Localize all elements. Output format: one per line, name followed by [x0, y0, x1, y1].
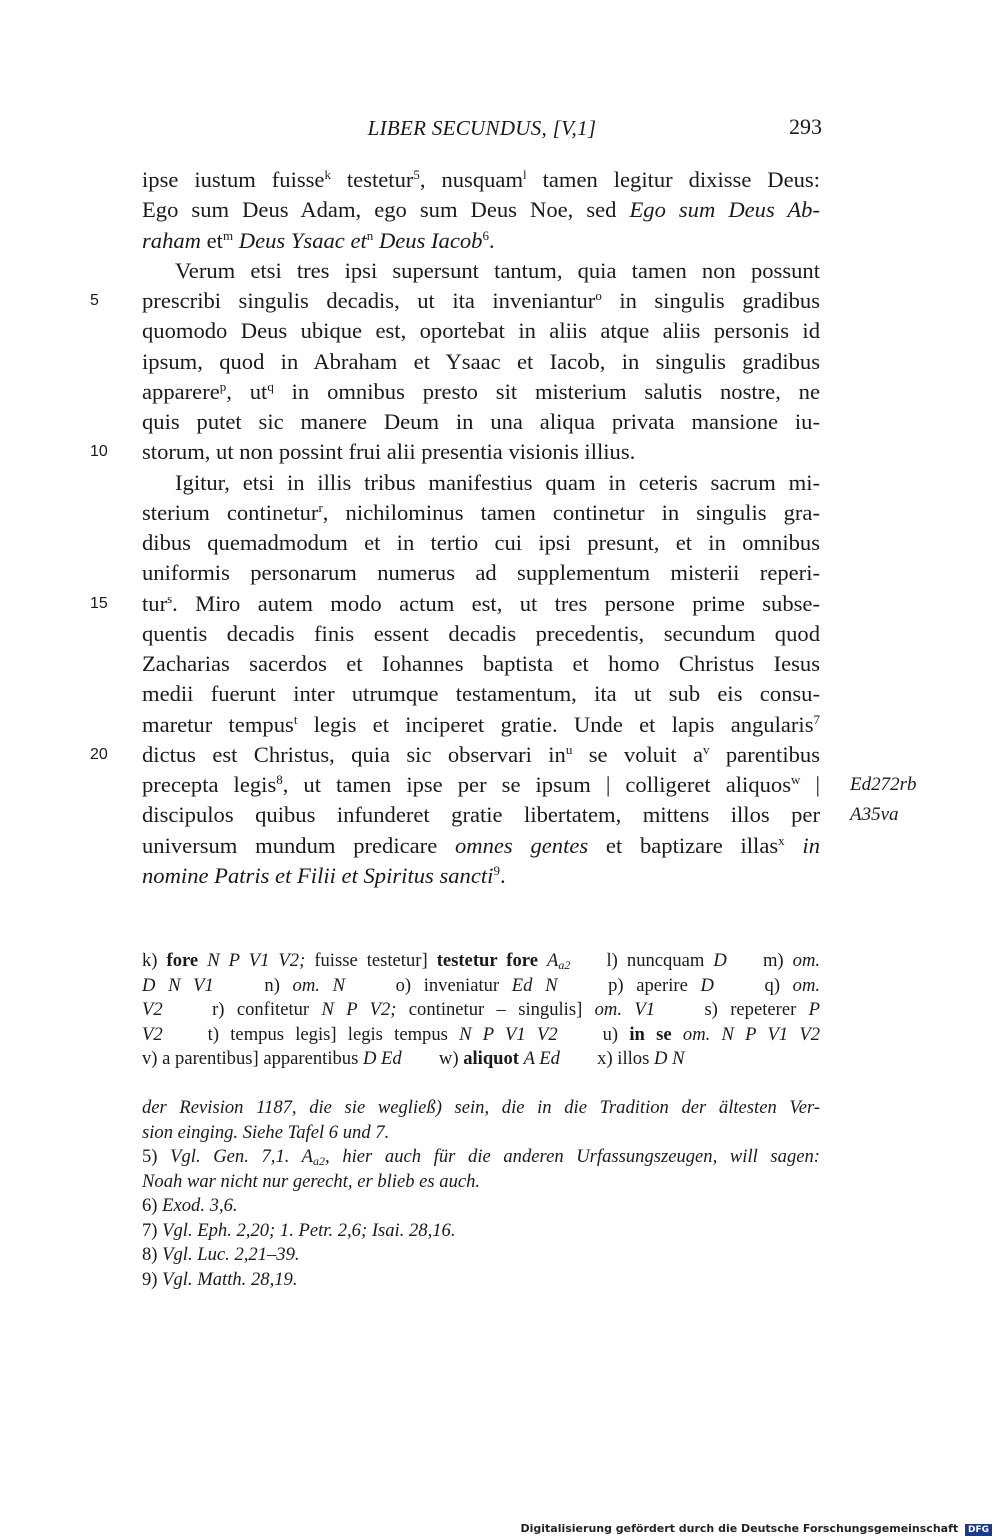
- text-line: raham $et^m$ Deus Ysaac $et^n$ Deus Iacob$^6$.: [142, 227, 495, 253]
- text-line: 5 prescribi singulis decadis, ut ita inveniantur$^o$ in singulis gradibus: [142, 286, 820, 316]
- text-line: ipse iustum fuisse$^k$ testetur$^5$, nusquam$^l$ tamen legitur dixisse Deus:: [142, 167, 820, 192]
- critical-apparatus: [142, 949, 820, 1072]
- line-number: 5: [90, 292, 99, 309]
- running-head: LIBER SECUNDUS, [V,1]: [367, 116, 597, 140]
- text-line: universum mundum predicare omnes gentes et baptizare illas$^x$ in: [142, 832, 820, 858]
- footnote-line: der Revision 1187, die sie wegließ) sein, die in die Tradition der ältesten Ver-: [142, 1097, 820, 1118]
- text-line: sterium continetur$^r$, nichilominus tamen continetur in singulis gra-: [142, 499, 820, 525]
- text-line: 20 dictus est Christus, quia sic observari $in^u$ se voluit $a^v$ parentibus: [142, 740, 820, 770]
- text-line: quomodo Deus ubique est, oportebat in aliis atque aliis personis id: [142, 318, 820, 344]
- footnotes: [142, 1096, 820, 1292]
- footnote-line: 8) Vgl. Luc. 2,21–39.: [142, 1244, 300, 1265]
- text-line: Zacharias sacerdos et Iohannes baptista et homo Christus Iesus: [142, 651, 820, 676]
- text-line: ipsum, quod in Abraham et Ysaac et Iacob, in singulis gradibus: [142, 348, 820, 374]
- apparatus-line: V2 t) tempus legis] legis tempus N P V1 V2 u) in se om. N P V1 V2: [142, 1023, 821, 1045]
- line-number: 15: [90, 594, 108, 612]
- text-line: 10 storum, ut non possint frui alii presentia visionis illius.: [142, 437, 820, 467]
- apparatus-line: V2 r) confitetur N P V2; continetur – singulis] om. V1 s) repeterer P: [142, 999, 820, 1020]
- footnote-line: Noah war nicht nur gerecht, er blieb es auch.: [142, 1170, 481, 1192]
- text-line: dibus quemadmodum et in tertio cui ipsi presunt, et in omnibus: [142, 530, 820, 555]
- text-line: Igitur, etsi in illis tribus manifestius quam in ceteris sacrum mi-: [175, 469, 820, 495]
- footnote-line: 6) Exod. 3,6.: [142, 1195, 238, 1216]
- text-line: 15 tur$^s$. Miro autem modo actum est, ut tres persone prime subse-: [142, 589, 820, 619]
- footnote-line: 5) Vgl. Gen. 7,1. $A_{a2}$, hier auch für die anderen Urfassungszeugen, will sagen:: [142, 1146, 820, 1168]
- text-line: uniformis personarum numerus ad supplementum misterii reperi-: [142, 560, 820, 586]
- text-line: Ego sum Deus Adam, ego sum Deus Noe, sed Ego sum Deus Ab-: [142, 197, 820, 223]
- text-line: precepta legis$^8$, ut tamen ipse per se ipsum | colligeret aliquos$^w$ | Ed272rb: [142, 770, 820, 800]
- line-number: 20: [90, 745, 108, 763]
- text-line: Verum etsi tres ipsi supersunt tantum, quia tamen non possunt: [175, 257, 820, 283]
- text-line: nomine Patris et Filii et Spiritus sancti$^9$.: [142, 862, 506, 888]
- text-line: medii fuerunt inter utrumque testamentum, ita ut sub eis consu-: [142, 681, 820, 707]
- margin-note: A35va: [850, 804, 899, 826]
- footnote-line: sion einging. Siehe Tafel 6 und 7.: [142, 1121, 390, 1143]
- text-line: quentis decadis finis essent decadis precedentis, secundum quod: [142, 620, 820, 646]
- text-line: quis putet sic manere Deum in una aliqua privata mansione iu-: [142, 409, 820, 434]
- apparatus-line: v) a parentibus] apparentibus D Ed w) aliquot A Ed x) illos D N: [142, 1048, 685, 1069]
- footnote-line: 7) Vgl. Eph. 2,20; 1. Petr. 2,6; Isai. 28,16.: [142, 1219, 456, 1241]
- text-line: apparere$^p$, $ut^q$ in omnibus presto sit misterium salutis nostre, ne: [142, 378, 820, 404]
- text-line: discipulos quibus infunderet gratie libertatem, mittens illos per A35va: [142, 800, 820, 830]
- margin-note: Ed272rb: [850, 774, 917, 795]
- page-header: [142, 112, 822, 146]
- digitization-credit: [520, 1522, 992, 1536]
- credit-text: Digitalisierung gefördert durch die Deutsche Forschungsgemeinschaft: [520, 1522, 959, 1535]
- main-text: [90, 165, 917, 891]
- dfg-logo: DFG: [965, 1524, 992, 1536]
- apparatus-line: k) fore N P V1 V2; fuisse testetur] testetur fore $A_{a2}$ l) nuncquam D m) om.: [142, 950, 821, 972]
- page-number: 293: [789, 114, 822, 139]
- line-number: 10: [90, 443, 108, 461]
- footnote-line: 9) Vgl. Matth. 28,19.: [142, 1268, 298, 1290]
- text-line: maretur tempus$^t$ legis et inciperet gratie. Unde et lapis angularis$^7$: [142, 711, 821, 737]
- apparatus-line: D N V1 n) om. N o) inveniatur Ed N p) aperire D q) om.: [142, 974, 821, 996]
